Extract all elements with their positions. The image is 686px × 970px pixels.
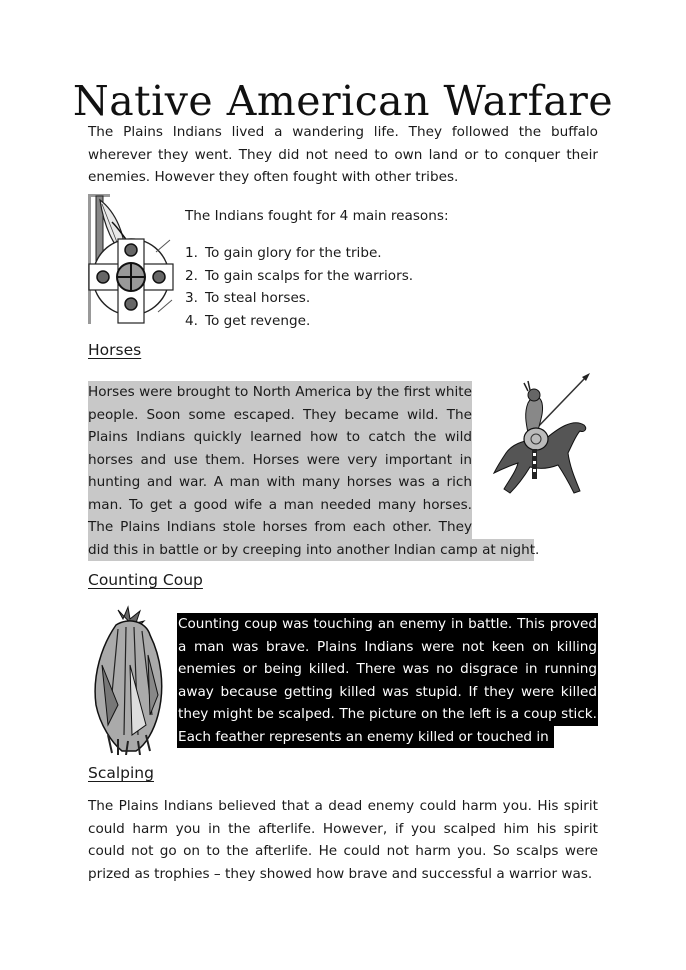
horse-rider-icon (488, 373, 598, 503)
horses-line: man. To get a good wife a man needed many horses. (88, 494, 472, 517)
horses-line: did this in battle or by creeping into another Indian camp at night. (88, 539, 534, 562)
scalping-text: The Plains Indians believed that a dead enemy could harm you. His spirit could harm you in the afterlife. However, if you scalped him his spirit could not go on to the afterlife. He could not harm you. So scalps were prized as trophies – they showed how brave and successful a warrior was. (88, 798, 598, 882)
horses-paragraph (88, 381, 540, 561)
reason-item: 3. To steal horses. (185, 290, 311, 306)
intro-paragraph (88, 121, 598, 189)
horses-line: hunting and war. A man with many horses was a rich (88, 471, 472, 494)
horses-line: horses and use them. Horses were very important in (88, 449, 472, 472)
shield-feather-illustration (86, 192, 176, 328)
coup-stick-feathers-icon (88, 605, 173, 755)
horses-line: Plains Indians quickly learned how to catch the wild (88, 426, 472, 449)
horses-line: Horses were brought to North America by the first white (88, 381, 472, 404)
section-heading-horses: Horses (88, 341, 142, 359)
horses-line: The Plains Indians stole horses from each other. They (88, 516, 472, 539)
reason-item: 4. To get revenge. (185, 312, 311, 329)
coup-line: they might be scalped. The picture on the left is a coup stick. (177, 703, 598, 726)
coup-line: a man was brave. Plains Indians were not keen on killing (177, 636, 598, 659)
counting-coup-paragraph (177, 613, 598, 748)
horses-line: people. Soon some escaped. They became wild. The (88, 404, 472, 427)
coup-line: enemies or being killed. There was no disgrace in running (177, 658, 598, 681)
shield-icon (86, 192, 176, 328)
reasons-list (185, 242, 413, 332)
coup-line: Each feather represents an enemy killed or touched in battle. (177, 726, 554, 749)
scalping-paragraph (88, 795, 598, 885)
reason-item: 1. To gain glory for the tribe. (185, 245, 382, 261)
page-title: Native American Warfare (72, 77, 614, 126)
mounted-warrior-illustration (488, 373, 598, 503)
section-heading-counting-coup: Counting Coup (88, 571, 203, 589)
reasons-intro: The Indians fought for 4 main reasons: (185, 208, 449, 224)
reason-item: 2. To gain scalps for the warriors. (185, 267, 414, 284)
coup-stick-illustration (88, 605, 173, 755)
intro-text: The Plains Indians lived a wandering life. They followed the buffalo wherever they went. They did not need to own land or to conquer their enemies. However they often fought with other tribes. (88, 124, 598, 185)
section-heading-scalping: Scalping (88, 764, 154, 782)
coup-line: away because getting killed was stupid. If they were killed (177, 681, 598, 704)
coup-line: Counting coup was touching an enemy in battle. This proved (177, 613, 598, 636)
